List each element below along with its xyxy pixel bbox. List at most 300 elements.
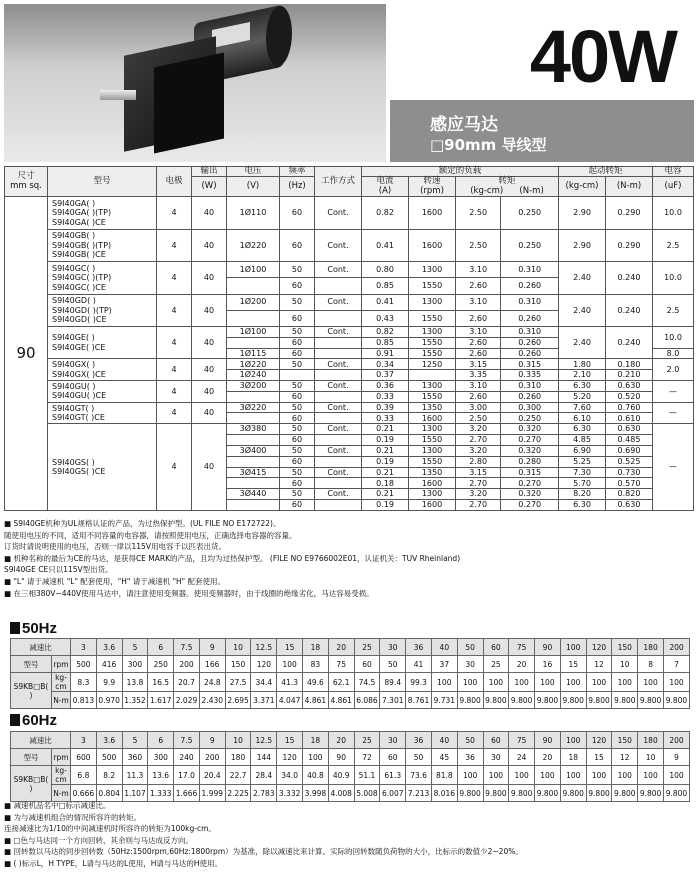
kgcm-value: 100 [586, 673, 612, 692]
speed-value: 1350 [409, 467, 456, 478]
freq-value: 60 [280, 391, 315, 402]
current-value: 0.19 [362, 499, 409, 510]
start-torque-kgcm: 2.40 [559, 294, 606, 326]
kgcm-value: 20.4 [199, 766, 225, 785]
nm-value: 1.333 [148, 785, 174, 802]
torque-nm-value: 0.310 [501, 326, 559, 337]
ratio-value: 5 [122, 732, 148, 749]
kgcm-value: 81.8 [431, 766, 457, 785]
ratio-value: 50 [457, 732, 483, 749]
model-cell [48, 359, 157, 381]
nm-value: 8.761 [406, 692, 432, 709]
speed-value: 1300 [409, 326, 456, 337]
model-name: S9I40GE( ) [52, 333, 95, 343]
output-value: 40 [192, 326, 227, 358]
poles-header: 电极 [157, 167, 192, 197]
speed-value: 1600 [409, 197, 456, 229]
start-torque-kgcm: 5.25 [559, 456, 606, 467]
ratio-value: 40 [431, 639, 457, 656]
start-torque-nm: 0.570 [606, 478, 653, 489]
torque-kgcm-value: 2.80 [456, 456, 501, 467]
gear-row [11, 749, 690, 766]
output-header: 输出 [192, 167, 227, 177]
torque-nm-value: 0.315 [501, 359, 559, 370]
freq-value: 60 [280, 310, 315, 326]
gear-model: S9KB□B( ) [11, 766, 52, 802]
ratio-value: 3.6 [96, 639, 122, 656]
output-value: 40 [192, 294, 227, 326]
mode-value: Cont. [315, 326, 362, 337]
torque-nm-value: 0.310 [501, 381, 559, 392]
kgcm-value: 13.8 [122, 673, 148, 692]
current-value: 0.19 [362, 456, 409, 467]
torque-nm-value: 0.320 [501, 445, 559, 456]
rpm-value: 300 [122, 656, 148, 673]
torque-kgcm-value: 3.00 [456, 402, 501, 413]
kgcm-value: 6.8 [71, 766, 97, 785]
kgcm-value: 100 [509, 673, 535, 692]
torque-nm-value: 0.320 [501, 424, 559, 435]
nm-value: 0.813 [71, 692, 97, 709]
start-torque-nm: 0.180 [606, 359, 653, 370]
speed-value: 1300 [409, 262, 456, 278]
kgcm-value: 34.4 [251, 673, 277, 692]
torque-kgcm-value: 3.10 [456, 326, 501, 337]
motor-type: 感应马达 [430, 115, 498, 135]
nm-value: 3.371 [251, 692, 277, 709]
gear-row [11, 692, 690, 709]
freq-value: 60 [280, 456, 315, 467]
voltage-value: 3Ø200 [227, 381, 280, 392]
torque-nm-value: 0.300 [501, 402, 559, 413]
model-label: 型号 [11, 749, 52, 766]
speed-value: 1550 [409, 278, 456, 294]
kgcm-value: 74.5 [354, 673, 380, 692]
capacitor-value: 2.0 [653, 359, 694, 381]
rpm-value: 60 [354, 656, 380, 673]
rpm-value: 500 [96, 749, 122, 766]
kgcm-value: 100 [483, 766, 509, 785]
start-torque-kgcm: 7.60 [559, 402, 606, 413]
current-value: 0.82 [362, 326, 409, 337]
speed-value: 1300 [409, 489, 456, 500]
torque-kgcm-value: 2.60 [456, 391, 501, 402]
current-value: 0.37 [362, 370, 409, 381]
torque-nm-value: 0.270 [501, 478, 559, 489]
nm-value: 1.999 [199, 785, 225, 802]
gear-row [11, 656, 690, 673]
speed-value: 1600 [409, 229, 456, 261]
model-name: S9I40GT( )CE [52, 412, 105, 422]
rpm-value: 16 [535, 656, 561, 673]
voltage-value: 3Ø400 [227, 445, 280, 456]
freq-value: 60 [280, 278, 315, 294]
rpm-value: 15 [560, 656, 586, 673]
kgcm-value: 27.5 [225, 673, 251, 692]
rpm-value: 50 [380, 656, 406, 673]
spec-row [5, 424, 694, 429]
spec-table [4, 166, 694, 511]
kgcm-value: 100 [535, 766, 561, 785]
start-torque-nm: 0.630 [606, 381, 653, 392]
kgcm-value: 100 [483, 673, 509, 692]
kgcm-value: 100 [457, 766, 483, 785]
model-cell [48, 262, 157, 294]
kgcm-value: 13.6 [148, 766, 174, 785]
current-value: 0.39 [362, 402, 409, 413]
start-torque-kgcm: 6.30 [559, 424, 606, 435]
torque-kgcm-value: 3.15 [456, 467, 501, 478]
ratio-value: 3.6 [96, 732, 122, 749]
model-name: S9I40GC( )(TP) [52, 273, 112, 283]
rpm-value: 20 [535, 749, 561, 766]
mode-value [315, 456, 362, 467]
voltage-value: 1Ø110 [227, 197, 280, 229]
ratio-value: 60 [483, 732, 509, 749]
model-name: S9I40GA( ) [52, 198, 96, 208]
start-torque-kgcm: 5.70 [559, 478, 606, 489]
current-value: 0.41 [362, 294, 409, 310]
nm-value: 9.800 [612, 692, 638, 709]
rpm-value: 30 [483, 749, 509, 766]
nm-value: 9.800 [560, 692, 586, 709]
freq-value: 60 [280, 413, 315, 424]
torque-kgcm-value: 2.60 [456, 337, 501, 348]
speed-value: 1600 [409, 413, 456, 424]
start-torque-kgcm: 2.40 [559, 262, 606, 294]
model-name: S9I40GD( ) [52, 296, 96, 306]
model-name: S9I40GC( )CE [52, 282, 106, 292]
spec-row [5, 402, 694, 407]
voltage-value: 1Ø220 [227, 229, 280, 261]
ratio-value: 75 [509, 732, 535, 749]
gear-60hz-title: 60Hz [10, 712, 57, 729]
rpm-value: 25 [483, 656, 509, 673]
mode-value: Cont. [315, 197, 362, 229]
voltage-value: 1Ø100 [227, 326, 280, 337]
kgcm-value: 16.5 [148, 673, 174, 692]
model-name: S9I40GX( ) [52, 360, 96, 370]
speed-value: 1550 [409, 310, 456, 326]
torque-kgcm-value: 3.20 [456, 445, 501, 456]
rpm-value: 144 [251, 749, 277, 766]
footnote-line: ■ 为与减速机组合的情况所容许的转矩。 [4, 812, 141, 822]
kgcm-value: 40.9 [328, 766, 354, 785]
current-value: 0.85 [362, 337, 409, 348]
nm-value: 0.970 [96, 692, 122, 709]
torque-kgcm-value: 2.60 [456, 278, 501, 294]
torque-nm-value: 0.320 [501, 489, 559, 500]
kgcm-value: 73.6 [406, 766, 432, 785]
nm-value: 9.800 [535, 692, 561, 709]
rpm-label: rpm [52, 749, 71, 766]
voltage-unit: (V) [227, 177, 280, 197]
freq-value: 50 [280, 489, 315, 500]
ratio-value: 15 [277, 732, 303, 749]
torque-nm-value: 0.250 [501, 229, 559, 261]
nm-value: 9.800 [509, 692, 535, 709]
torque-kgcm-value: 3.20 [456, 489, 501, 500]
nm-value: 1.352 [122, 692, 148, 709]
model-name: S9I40GB( )(TP) [52, 240, 112, 250]
rpm-value: 180 [225, 749, 251, 766]
footnote-line: ■ 回转数以马达的同步回转数（50Hz:1500rpm,60Hz:1800rpm）为基准，除以减速比来计算。实际的回转数随负荷物的大小，比标示的数值少2~20%。 [4, 847, 523, 857]
note-line: ■ 机种名称的最后为CE的马达，是获得CE MARK的产品，且均为过热保护型。 (FILE NO E9766002E01，认证机关：TUV Rheinland) [4, 553, 461, 563]
rpm-value: 500 [71, 656, 97, 673]
model-name: S9I40GB( )CE [52, 250, 106, 260]
kgcm-value: 100 [560, 766, 586, 785]
kgcm-value: 100 [638, 766, 664, 785]
note-line: ■ S9I40GE机种为UL规格认证的产品，为过热保护型。(UL FILE NO E172722)。 [4, 519, 281, 528]
speed-value: 1550 [409, 435, 456, 446]
torque-kgcm-value: 3.35 [456, 370, 501, 381]
freq-value: 50 [280, 402, 315, 413]
current-value: 0.33 [362, 413, 409, 424]
model-cell [48, 229, 157, 261]
voltage-value: 1Ø200 [227, 294, 280, 310]
output-unit: (W) [192, 177, 227, 197]
ratio-value: 90 [535, 732, 561, 749]
kgcm-value: 20.7 [174, 673, 200, 692]
rpm-value: 30 [457, 656, 483, 673]
freq-value: 60 [280, 229, 315, 261]
kgcm-value: 8.2 [96, 766, 122, 785]
kgcm-value: 100 [509, 766, 535, 785]
start-torque-kgcm: 4.85 [559, 435, 606, 446]
gear-model: S9KB□B( ) [11, 673, 52, 709]
spec-row [5, 262, 694, 267]
model-name: S9I40GA( )CE [52, 217, 106, 227]
ratio-value: 20 [328, 639, 354, 656]
current-value: 0.21 [362, 489, 409, 500]
start-torque-nm: 0.240 [606, 262, 653, 294]
start-torque-kgcm: 6.30 [559, 381, 606, 392]
rpm-value: 83 [303, 656, 329, 673]
poles-value: 4 [157, 359, 192, 381]
nm-value: 7.213 [406, 785, 432, 802]
model-name: S9I40GU( )CE [52, 391, 107, 401]
nm-value: 9.731 [431, 692, 457, 709]
kgcm-value: 8.3 [71, 673, 97, 692]
nm-value: 9.800 [457, 785, 483, 802]
speed-value: 1250 [409, 359, 456, 370]
nm-value: 6.086 [354, 692, 380, 709]
rpm-value: 41 [406, 656, 432, 673]
nm-value: 1.666 [174, 785, 200, 802]
nm-value: 9.800 [457, 692, 483, 709]
rpm-value: 50 [406, 749, 432, 766]
poles-value: 4 [157, 326, 192, 358]
rpm-value: 72 [354, 749, 380, 766]
mode-value [315, 391, 362, 402]
start-torque-kgcm: 1.80 [559, 359, 606, 370]
start-torque-kgcm: 8.20 [559, 489, 606, 500]
capacitor-value: 10.0 [653, 262, 694, 294]
ratio-value: 3 [71, 732, 97, 749]
voltage-value: 1Ø100 [227, 262, 280, 278]
start-torque-nm: 0.760 [606, 402, 653, 413]
power-rating: 40W [529, 15, 676, 98]
ratio-value: 30 [380, 639, 406, 656]
model-name: S9I40GA( )(TP) [52, 208, 112, 218]
ratio-label: 减速比 [11, 732, 71, 749]
start-torque-kgcm: 2.90 [559, 197, 606, 229]
nm-label: N-m [52, 785, 71, 802]
motor-end-cap [266, 4, 292, 69]
spec-row [5, 359, 694, 364]
voltage-value [227, 413, 280, 424]
ratio-value: 15 [277, 639, 303, 656]
gear-row [11, 732, 690, 749]
mode-value [315, 348, 362, 359]
nm-value: 9.800 [638, 692, 664, 709]
kgcm-value: 51.1 [354, 766, 380, 785]
nm-value: 9.800 [560, 785, 586, 802]
capacitor-value: 10.0 [653, 197, 694, 229]
rpm-value: 75 [328, 656, 354, 673]
capacitor-value: 2.5 [653, 294, 694, 326]
rated-load-header: 额定的负载 [362, 167, 559, 177]
current-value: 0.43 [362, 310, 409, 326]
torque-nm-value: 0.260 [501, 348, 559, 359]
start-kgcm-header: (kg-cm) [559, 177, 606, 197]
mode-value: Cont. [315, 262, 362, 278]
notes-block [4, 518, 694, 599]
rpm-value: 37 [431, 656, 457, 673]
torque-kgcm-value: 3.10 [456, 381, 501, 392]
ratio-value: 200 [663, 732, 689, 749]
spec-row [5, 381, 694, 386]
size-value: 90 [5, 197, 48, 511]
footnote-line: ■ □色与马达同一个方向回转，其余则与马达成反方向。 [4, 835, 194, 845]
mode-value [315, 278, 362, 294]
output-value: 40 [192, 229, 227, 261]
rpm-value: 250 [148, 656, 174, 673]
ratio-value: 180 [638, 639, 664, 656]
ratio-value: 120 [586, 639, 612, 656]
start-torque-nm: 0.630 [606, 499, 653, 510]
rpm-value: 416 [96, 656, 122, 673]
mode-value: Cont. [315, 467, 362, 478]
torque-kgcm-value: 2.50 [456, 229, 501, 261]
start-torque-nm: 0.210 [606, 370, 653, 381]
nm-value: 2.430 [199, 692, 225, 709]
torque-kgcm-value: 2.60 [456, 348, 501, 359]
capacitor-value: — [653, 381, 694, 403]
start-torque-header: 起动转矩 [559, 167, 653, 177]
rpm-value: 15 [586, 749, 612, 766]
mode-header: 工作方式 [315, 167, 362, 197]
model-header: 型号 [48, 167, 157, 197]
ratio-value: 90 [535, 639, 561, 656]
freq-value: 60 [280, 348, 315, 359]
freq-value: 50 [280, 445, 315, 456]
output-shaft [100, 90, 136, 100]
mode-value [315, 413, 362, 424]
torque-nm-value: 0.310 [501, 262, 559, 278]
voltage-header: 电压 [227, 167, 280, 177]
rpm-value: 12 [586, 656, 612, 673]
kgcm-value: 61.3 [380, 766, 406, 785]
torque-nm-value: 0.250 [501, 413, 559, 424]
rpm-value: 100 [277, 656, 303, 673]
rpm-value: 166 [199, 656, 225, 673]
ratio-value: 50 [457, 639, 483, 656]
current-header: 电流 (A) [362, 177, 409, 197]
kgcm-value: 100 [612, 673, 638, 692]
torque-nm-value: 0.250 [501, 197, 559, 229]
capacitor-value: 10.0 [653, 326, 694, 348]
gear-50hz-title: 50Hz [10, 620, 57, 637]
ratio-value: 60 [483, 639, 509, 656]
ratio-value: 6 [148, 732, 174, 749]
note-line: ■ "L" 请于减速机 "L" 配套使用，"H" 请于减速机 "H" 配套使用。 [4, 576, 226, 586]
spec-row [5, 197, 694, 202]
freq-value: 60 [280, 337, 315, 348]
torque-nm-value: 0.260 [501, 310, 559, 326]
torque-nm-value: 0.260 [501, 278, 559, 294]
current-value: 0.21 [362, 445, 409, 456]
nm-value: 9.800 [638, 785, 664, 802]
mode-value: Cont. [315, 424, 362, 435]
ratio-value: 180 [638, 732, 664, 749]
rpm-value: 240 [174, 749, 200, 766]
current-value: 0.18 [362, 478, 409, 489]
current-value: 0.34 [362, 359, 409, 370]
ratio-value: 25 [354, 732, 380, 749]
nm-value: 4.861 [328, 692, 354, 709]
rpm-value: 12 [612, 749, 638, 766]
mode-value [315, 435, 362, 446]
speed-value [409, 370, 456, 381]
voltage-value: 1Ø115 [227, 348, 280, 359]
poles-value: 4 [157, 197, 192, 229]
ratio-value: 200 [663, 639, 689, 656]
kgcm-value: 100 [560, 673, 586, 692]
ratio-value: 100 [560, 732, 586, 749]
spec-row [5, 294, 694, 299]
speed-value: 1550 [409, 337, 456, 348]
model-name: S9I40GX( )CE [52, 369, 106, 379]
freq-value [280, 370, 315, 381]
output-value: 40 [192, 359, 227, 381]
start-torque-kgcm: 2.40 [559, 326, 606, 358]
start-torque-nm: 0.630 [606, 424, 653, 435]
freq-value: 50 [280, 262, 315, 278]
rpm-value: 24 [509, 749, 535, 766]
capacitor-value: — [653, 402, 694, 424]
model-name: S9I40GE( )CE [52, 342, 106, 352]
torque-kgcm-value: 2.50 [456, 413, 501, 424]
kgcm-value: 9.9 [96, 673, 122, 692]
nm-value: 4.047 [277, 692, 303, 709]
current-value: 0.36 [362, 381, 409, 392]
speed-value: 1350 [409, 402, 456, 413]
subtitle-bar [390, 100, 694, 162]
ratio-value: 12.5 [251, 732, 277, 749]
model-cell [48, 197, 157, 229]
torque-kgcm-value: 3.15 [456, 359, 501, 370]
gear-50hz-table [10, 638, 690, 709]
motor-size-type: □90mm 导线型 [430, 136, 547, 154]
ratio-value: 12.5 [251, 639, 277, 656]
footnote-line: 连接减速比为1/10的中间减速机时所容许的转矩为100kg-cm。 [4, 824, 216, 834]
model-name: S9I40GT( ) [52, 403, 95, 413]
kgcm-value: 100 [638, 673, 664, 692]
kgcm-value: 89.4 [380, 673, 406, 692]
torque-kgcm-value: 2.50 [456, 197, 501, 229]
poles-value: 4 [157, 294, 192, 326]
